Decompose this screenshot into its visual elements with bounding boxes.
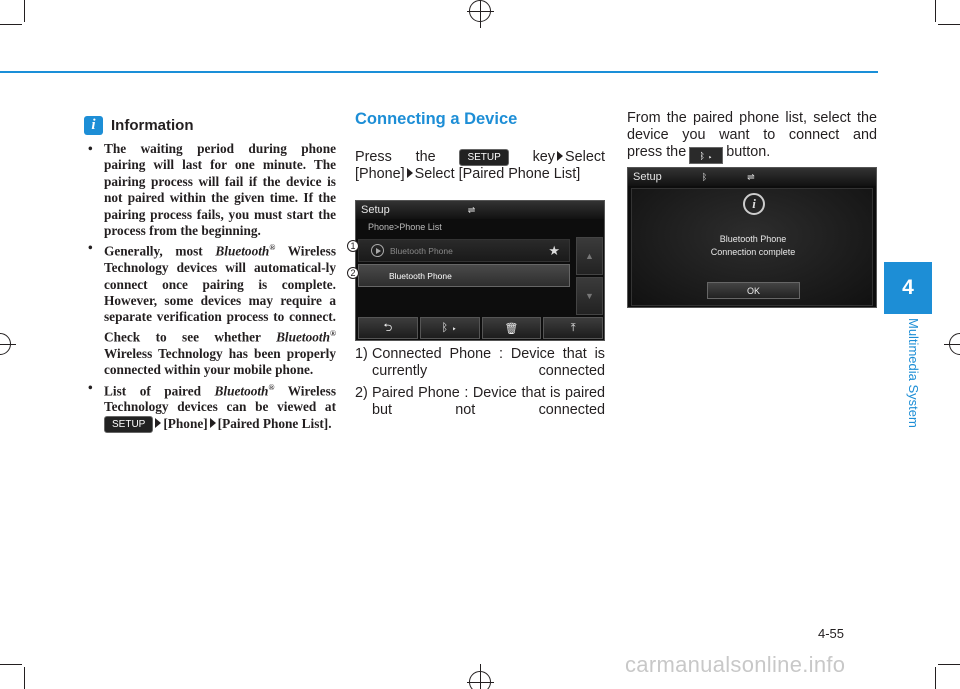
instruction-line-1: Press the SETUP key Select xyxy=(355,149,606,165)
chapter-label: Multimedia System xyxy=(906,318,921,428)
scroll-down-button[interactable]: ▼ xyxy=(576,277,603,315)
setup-key-icon: SETUP xyxy=(459,149,508,166)
crop-mark xyxy=(0,664,22,665)
crop-mark xyxy=(24,0,25,22)
crop-mark xyxy=(24,667,25,689)
connect-instructions: From the paired phone list, select the device you want to connect and press the ᛒ ▸ button. xyxy=(627,110,877,164)
list-item: 1) Connected Phone : Device that is currently connected xyxy=(355,346,605,379)
breadcrumb: Phone>Phone List xyxy=(368,222,442,232)
section-title: Connecting a Device xyxy=(355,110,518,128)
screen-header: Setup ⇌ xyxy=(356,201,604,219)
info-icon: i xyxy=(84,116,103,135)
bluetooth-connect-icon[interactable]: ᛒ ▸ xyxy=(420,317,480,339)
arrow-right-icon xyxy=(557,151,563,161)
info-bullet-1: • The waiting period during phone pairing will last for one minute. The pairing process will fail if the device is not paired within the given time. If the pairing process fails, you must start the process from the beginning. xyxy=(88,141,336,239)
paired-phone-row[interactable]: Bluetooth Phone xyxy=(358,264,570,287)
page-number: 4-55 xyxy=(818,626,845,641)
instruction-line-3: press the ᛒ ▸ button. xyxy=(627,144,877,164)
connecting-section xyxy=(355,110,605,183)
message-line-1: Bluetooth Phone xyxy=(719,234,787,244)
ok-button[interactable]: OK xyxy=(707,282,800,299)
screen-header: Setup ᛒ ⇌ xyxy=(628,168,876,186)
delete-icon[interactable]: 🗑 xyxy=(482,317,542,339)
info-icon: i xyxy=(743,193,765,215)
registration-line xyxy=(944,344,960,345)
crop-mark xyxy=(938,664,960,665)
crop-mark xyxy=(935,0,936,22)
registration-line xyxy=(480,0,481,28)
bluetooth-connect-icon: ᛒ ▸ xyxy=(689,147,723,164)
information-box xyxy=(84,112,336,434)
arrow-right-icon xyxy=(210,418,216,428)
crop-mark xyxy=(0,24,22,25)
phone-list-screen xyxy=(355,200,605,341)
crop-mark xyxy=(935,667,936,689)
header-rule xyxy=(0,71,878,73)
back-icon[interactable]: ⮌ xyxy=(358,317,418,339)
usb-icon: ⇌ xyxy=(747,171,755,182)
play-icon xyxy=(371,244,384,257)
callout-2: 2 xyxy=(347,267,359,279)
crop-mark xyxy=(938,24,960,25)
info-bullet-3: • List of paired Bluetooth® Wireless Technology devices can be viewed at SETUP [Phone] [Paired Phone List]. xyxy=(88,379,336,431)
scroll-up-button[interactable]: ▲ xyxy=(576,237,603,275)
bluetooth-icon: ᛒ xyxy=(701,172,708,182)
registration-line xyxy=(467,11,494,12)
arrow-right-icon xyxy=(155,418,161,428)
message-popup xyxy=(631,188,873,306)
legend-list xyxy=(355,346,605,424)
callout-1: 1 xyxy=(347,240,359,252)
instruction-line-2: [Phone] Select [Paired Phone List] xyxy=(355,166,581,182)
setup-key-icon: SETUP xyxy=(104,416,153,433)
connected-phone-row[interactable]: Bluetooth Phone ★ xyxy=(358,239,570,262)
arrow-right-icon xyxy=(407,168,413,178)
info-bullet-2: • Generally, most Bluetooth® Wireless Technology devices will automatical-ly connect once pairing is complete. However, some devices may require a separate verification process to connect. Check to see whether Bluetooth® Wireless Technology has been properly connected within your mobile phone. xyxy=(88,240,336,378)
message-line-2: Connection complete xyxy=(710,247,796,257)
connection-complete-screen xyxy=(627,167,877,308)
registration-line xyxy=(0,344,16,345)
screen-toolbar xyxy=(358,317,603,339)
list-item: 2) Paired Phone : Device that is paired but not connected xyxy=(355,385,605,418)
registration-line xyxy=(480,664,481,689)
registration-line xyxy=(467,682,494,683)
star-icon[interactable]: ★ xyxy=(548,243,560,258)
chapter-tab: 4 xyxy=(884,262,932,314)
top-icon[interactable]: ⤒ xyxy=(543,317,603,339)
usb-icon: ⇌ xyxy=(467,204,476,215)
information-heading xyxy=(84,112,336,138)
information-title: Information xyxy=(111,116,194,134)
watermark: carmanualsonline.info xyxy=(625,652,846,677)
